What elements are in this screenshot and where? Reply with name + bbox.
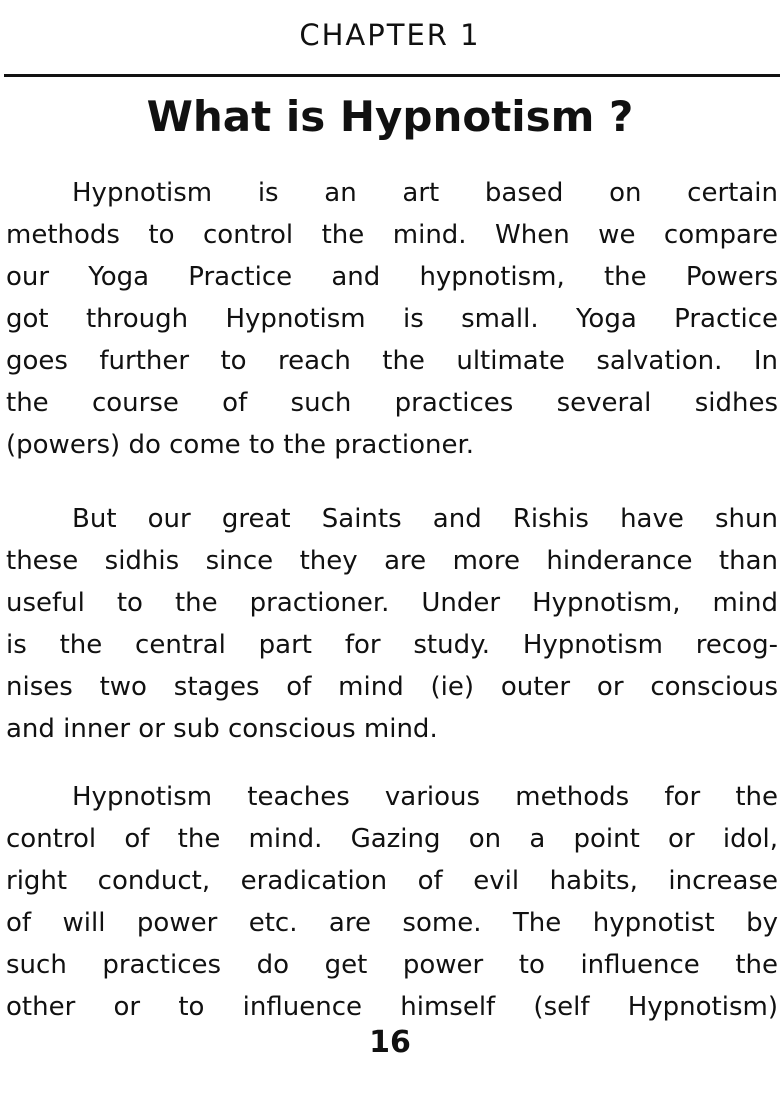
- text-line: right conduct, eradication of evil habits, increase: [6, 866, 778, 896]
- text-line: control of the mind. Gazing on a point or idol,: [6, 824, 778, 854]
- text-line: got through Hypnotism is small. Yoga Practice: [6, 304, 778, 334]
- text-line: is the central part for study. Hypnotism recog-: [6, 630, 778, 660]
- text-line: such practices do get power to influence the: [6, 950, 778, 980]
- text-line: Hypnotism is an art based on certain: [72, 178, 778, 208]
- text-line: But our great Saints and Rishis have shun: [72, 504, 778, 534]
- text-line: and inner or sub conscious mind.: [6, 714, 438, 744]
- paragraph-1: [6, 172, 778, 466]
- text-line: Hypnotism teaches various methods for the: [72, 782, 778, 812]
- page-number: 16: [369, 1025, 411, 1060]
- page-title: What is Hypnotism ?: [146, 92, 634, 141]
- text-line: the course of such practices several sidhes: [6, 388, 778, 418]
- text-line: (powers) do come to the practioner.: [6, 430, 475, 460]
- header-rule: [4, 74, 780, 77]
- text-line: nises two stages of mind (ie) outer or conscious: [6, 672, 778, 702]
- text-line: our Yoga Practice and hypnotism, the Powers: [6, 262, 778, 292]
- text-line: these sidhis since they are more hinderance than: [6, 546, 778, 576]
- paragraph-2: [6, 498, 778, 750]
- text-line: goes further to reach the ultimate salvation. In: [6, 346, 778, 376]
- chapter-heading: CHAPTER 1: [299, 18, 481, 52]
- text-line: methods to control the mind. When we compare: [6, 220, 778, 250]
- text-line: other or to influence himself (self Hypnotism): [6, 992, 778, 1022]
- paragraph-3: [6, 776, 778, 1028]
- text-line: useful to the practioner. Under Hypnotism, mind: [6, 588, 778, 618]
- text-line: of will power etc. are some. The hypnotist by: [6, 908, 778, 938]
